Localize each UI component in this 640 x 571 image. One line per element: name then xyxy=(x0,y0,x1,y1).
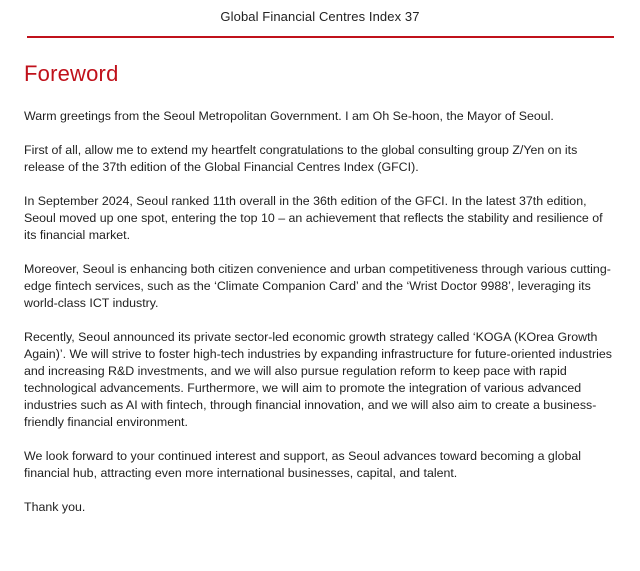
paragraph-outlook: We look forward to your continued interest and support, as Seoul advances toward becoming a global financial hub, attracting even more international businesses, capital, and talent. xyxy=(24,449,581,480)
paragraph-closing: Thank you. xyxy=(24,500,86,514)
paragraph-fintech: Moreover, Seoul is enhancing both citizen convenience and urban competitiveness through various cutting-edge fintech services, such as the ‘Climate Companion Card’ and the ‘Wrist Doctor 9988’, leveraging its world-class ICT industry. xyxy=(24,262,611,310)
foreword-body xyxy=(24,108,618,533)
header-divider xyxy=(27,36,614,38)
paragraph-greeting: Warm greetings from the Seoul Metropolitan Government. I am Oh Se-hoon, the Mayor of Seoul. xyxy=(24,109,554,123)
paragraph-congratulations: First of all, allow me to extend my heartfelt congratulations to the global consulting group Z/Yen on its release of the 37th edition of the Global Financial Centres Index (GFCI). xyxy=(24,143,578,174)
paragraph-ranking: In September 2024, Seoul ranked 11th overall in the 36th edition of the GFCI. In the latest 37th edition, Seoul moved up one spot, entering the top 10 – an achievement that reflects the stability and resilience of its financial market. xyxy=(24,194,603,242)
section-title: Foreword xyxy=(24,61,119,86)
running-header: Global Financial Centres Index 37 xyxy=(220,9,420,24)
paragraph-koga-strategy: Recently, Seoul announced its private sector-led economic growth strategy called ‘KOGA (KOrea Growth Again)’. We will strive to foster high-tech industries by expanding infrastructure for future-oriented industries and increasing R&D investments, and we will also pursue regulation reform to keep pace with rapid technological advancements. Furthermore, we will aim to promote the integration of various advanced industries such as AI with fintech, through financial innovation, and we will also aim to create a business-friendly financial environment. xyxy=(24,330,612,429)
